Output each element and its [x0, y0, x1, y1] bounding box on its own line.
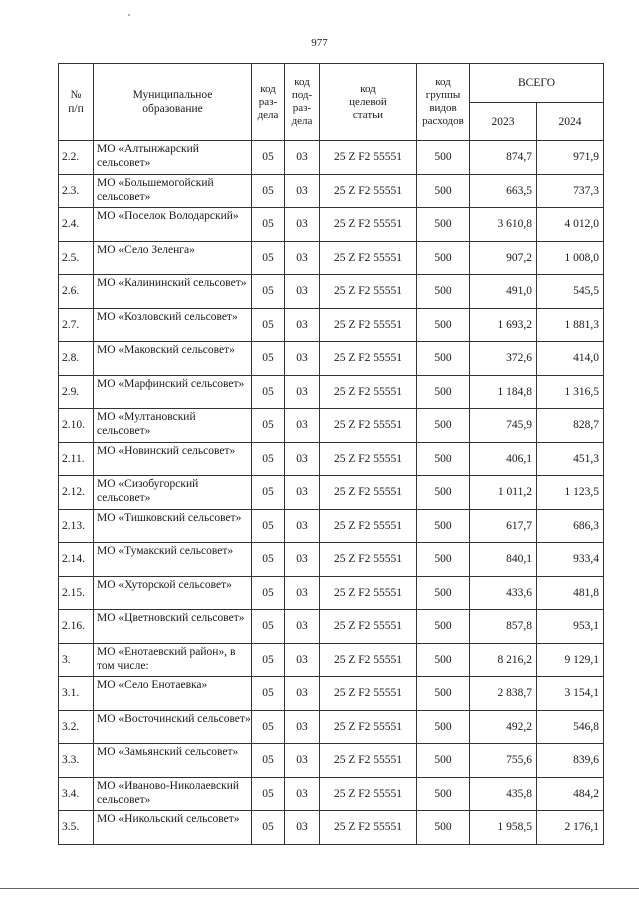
section-code: 05: [252, 476, 285, 510]
value-2024: 953,1: [537, 610, 604, 644]
table-row: [59, 677, 604, 711]
target-code: 25 Z F2 55551: [320, 710, 417, 744]
scan-speck: [128, 14, 130, 16]
value-2024: 4 012,0: [537, 208, 604, 242]
value-2023: 874,7: [470, 141, 537, 175]
section-code: 05: [252, 509, 285, 543]
row-number: 2.10.: [59, 409, 94, 443]
row-number: 2.16.: [59, 610, 94, 644]
expense-group-code: 500: [417, 409, 470, 443]
value-2024: 414,0: [537, 342, 604, 376]
value-2024: 1 123,5: [537, 476, 604, 510]
table-row: [59, 241, 604, 275]
municipality-name: МО «Новинский сельсовет»: [94, 442, 252, 476]
expense-group-code: 500: [417, 174, 470, 208]
expense-group-code: 500: [417, 643, 470, 677]
row-number: 2.13.: [59, 509, 94, 543]
row-number: 2.11.: [59, 442, 94, 476]
value-2023: 406,1: [470, 442, 537, 476]
header-expense-group-code: код группы видов расходов: [417, 64, 470, 141]
value-2023: 2 838,7: [470, 677, 537, 711]
header-municipality: Муниципальное образование: [94, 64, 252, 141]
expense-group-code: 500: [417, 308, 470, 342]
section-code: 05: [252, 643, 285, 677]
row-number: 3.1.: [59, 677, 94, 711]
section-code: 05: [252, 543, 285, 577]
value-2023: 907,2: [470, 241, 537, 275]
value-2024: 737,3: [537, 174, 604, 208]
subsection-code: 03: [285, 275, 320, 309]
row-number: 3.4.: [59, 777, 94, 811]
municipality-name: МО «Калининский сельсовет»: [94, 275, 252, 309]
expense-group-code: 500: [417, 342, 470, 376]
value-2024: 686,3: [537, 509, 604, 543]
section-code: 05: [252, 710, 285, 744]
subsection-code: 03: [285, 811, 320, 845]
section-code: 05: [252, 275, 285, 309]
value-2024: 933,4: [537, 543, 604, 577]
table-row: [59, 375, 604, 409]
subsection-code: 03: [285, 308, 320, 342]
subsection-code: 03: [285, 744, 320, 778]
value-2024: 545,5: [537, 275, 604, 309]
section-code: 05: [252, 308, 285, 342]
expense-group-code: 500: [417, 241, 470, 275]
municipality-name: МО «Енотаевский район», в том числе:: [94, 643, 252, 677]
header-section-code: код раз- дела: [252, 64, 285, 141]
row-number: 2.6.: [59, 275, 94, 309]
section-code: 05: [252, 442, 285, 476]
subsection-code: 03: [285, 576, 320, 610]
target-code: 25 Z F2 55551: [320, 375, 417, 409]
subsection-code: 03: [285, 643, 320, 677]
expense-group-code: 500: [417, 811, 470, 845]
section-code: 05: [252, 677, 285, 711]
target-code: 25 Z F2 55551: [320, 811, 417, 845]
row-number: 2.12.: [59, 476, 94, 510]
expense-group-code: 500: [417, 275, 470, 309]
value-2023: 1 693,2: [470, 308, 537, 342]
section-code: 05: [252, 208, 285, 242]
expense-group-code: 500: [417, 744, 470, 778]
target-code: 25 Z F2 55551: [320, 476, 417, 510]
header-subsection-code: код под- раз- дела: [285, 64, 320, 141]
table-row: [59, 610, 604, 644]
table-row: [59, 308, 604, 342]
section-code: 05: [252, 141, 285, 175]
table-header: [59, 64, 604, 141]
table-row: [59, 275, 604, 309]
subsection-code: 03: [285, 442, 320, 476]
subsection-code: 03: [285, 208, 320, 242]
budget-table: [58, 63, 604, 845]
value-2024: 1 881,3: [537, 308, 604, 342]
value-2023: 745,9: [470, 409, 537, 443]
row-number: 2.2.: [59, 141, 94, 175]
value-2024: 828,7: [537, 409, 604, 443]
municipality-name: МО «Мултановский сельсовет»: [94, 409, 252, 443]
subsection-code: 03: [285, 241, 320, 275]
row-number: 3.: [59, 643, 94, 677]
row-number: 2.8.: [59, 342, 94, 376]
value-2024: 481,8: [537, 576, 604, 610]
value-2024: 1 008,0: [537, 241, 604, 275]
subsection-code: 03: [285, 342, 320, 376]
section-code: 05: [252, 576, 285, 610]
header-year-2023: 2023: [470, 103, 537, 141]
expense-group-code: 500: [417, 442, 470, 476]
municipality-name: МО «Марфинский сельсовет»: [94, 375, 252, 409]
value-2023: 617,7: [470, 509, 537, 543]
table-row: [59, 442, 604, 476]
expense-group-code: 500: [417, 710, 470, 744]
municipality-name: МО «Село Енотаевка»: [94, 677, 252, 711]
table-row: [59, 643, 604, 677]
header-num: № п/п: [59, 64, 94, 141]
municipality-name: МО «Сизобугорский сельсовет»: [94, 476, 252, 510]
municipality-name: МО «Тишковский сельсовет»: [94, 509, 252, 543]
target-code: 25 Z F2 55551: [320, 409, 417, 443]
row-number: 2.3.: [59, 174, 94, 208]
value-2024: 484,2: [537, 777, 604, 811]
value-2023: 491,0: [470, 275, 537, 309]
target-code: 25 Z F2 55551: [320, 241, 417, 275]
header-total: ВСЕГО: [470, 64, 604, 103]
expense-group-code: 500: [417, 777, 470, 811]
section-code: 05: [252, 241, 285, 275]
value-2024: 9 129,1: [537, 643, 604, 677]
table-row: [59, 543, 604, 577]
target-code: 25 Z F2 55551: [320, 576, 417, 610]
municipality-name: МО «Замьянский сельсовет»: [94, 744, 252, 778]
value-2023: 1 011,2: [470, 476, 537, 510]
header-target-code: код целевой статьи: [320, 64, 417, 141]
value-2023: 1 184,8: [470, 375, 537, 409]
subsection-code: 03: [285, 141, 320, 175]
value-2023: 8 216,2: [470, 643, 537, 677]
row-number: 2.14.: [59, 543, 94, 577]
subsection-code: 03: [285, 677, 320, 711]
target-code: 25 Z F2 55551: [320, 141, 417, 175]
value-2023: 372,6: [470, 342, 537, 376]
value-2023: 433,6: [470, 576, 537, 610]
municipality-name: МО «Алтынжарский сельсовет»: [94, 141, 252, 175]
value-2024: 3 154,1: [537, 677, 604, 711]
municipality-name: МО «Большемогойский сельсовет»: [94, 174, 252, 208]
target-code: 25 Z F2 55551: [320, 509, 417, 543]
municipality-name: МО «Хуторской сельсовет»: [94, 576, 252, 610]
target-code: 25 Z F2 55551: [320, 275, 417, 309]
header-year-2024: 2024: [537, 103, 604, 141]
row-number: 3.3.: [59, 744, 94, 778]
subsection-code: 03: [285, 610, 320, 644]
target-code: 25 Z F2 55551: [320, 677, 417, 711]
value-2024: 546,8: [537, 710, 604, 744]
target-code: 25 Z F2 55551: [320, 174, 417, 208]
target-code: 25 Z F2 55551: [320, 643, 417, 677]
expense-group-code: 500: [417, 141, 470, 175]
value-2024: 839,6: [537, 744, 604, 778]
target-code: 25 Z F2 55551: [320, 442, 417, 476]
subsection-code: 03: [285, 476, 320, 510]
target-code: 25 Z F2 55551: [320, 342, 417, 376]
table-row: [59, 576, 604, 610]
expense-group-code: 500: [417, 543, 470, 577]
row-number: 2.5.: [59, 241, 94, 275]
row-number: 3.2.: [59, 710, 94, 744]
expense-group-code: 500: [417, 476, 470, 510]
expense-group-code: 500: [417, 677, 470, 711]
section-code: 05: [252, 777, 285, 811]
section-code: 05: [252, 811, 285, 845]
target-code: 25 Z F2 55551: [320, 308, 417, 342]
subsection-code: 03: [285, 509, 320, 543]
section-code: 05: [252, 409, 285, 443]
section-code: 05: [252, 342, 285, 376]
municipality-name: МО «Маковский сельсовет»: [94, 342, 252, 376]
subsection-code: 03: [285, 409, 320, 443]
value-2023: 492,2: [470, 710, 537, 744]
table-row: [59, 777, 604, 811]
expense-group-code: 500: [417, 375, 470, 409]
table-row: [59, 208, 604, 242]
target-code: 25 Z F2 55551: [320, 543, 417, 577]
target-code: 25 Z F2 55551: [320, 777, 417, 811]
expense-group-code: 500: [417, 509, 470, 543]
municipality-name: МО «Восточинский сельсовет»: [94, 710, 252, 744]
municipality-name: МО «Тумакский сельсовет»: [94, 543, 252, 577]
value-2024: 451,3: [537, 442, 604, 476]
table-row: [59, 509, 604, 543]
target-code: 25 Z F2 55551: [320, 610, 417, 644]
table-row: [59, 710, 604, 744]
subsection-code: 03: [285, 174, 320, 208]
value-2023: 755,6: [470, 744, 537, 778]
value-2023: 663,5: [470, 174, 537, 208]
municipality-name: МО «Иваново-Николаевский сельсовет»: [94, 777, 252, 811]
value-2024: 2 176,1: [537, 811, 604, 845]
municipality-name: МО «Цветновский сельсовет»: [94, 610, 252, 644]
bottom-rule: [0, 888, 639, 889]
subsection-code: 03: [285, 543, 320, 577]
subsection-code: 03: [285, 375, 320, 409]
value-2023: 857,8: [470, 610, 537, 644]
target-code: 25 Z F2 55551: [320, 208, 417, 242]
value-2024: 1 316,5: [537, 375, 604, 409]
value-2023: 840,1: [470, 543, 537, 577]
subsection-code: 03: [285, 777, 320, 811]
expense-group-code: 500: [417, 610, 470, 644]
page-number: 977: [311, 37, 328, 49]
target-code: 25 Z F2 55551: [320, 744, 417, 778]
expense-group-code: 500: [417, 576, 470, 610]
section-code: 05: [252, 174, 285, 208]
table-row: [59, 174, 604, 208]
subsection-code: 03: [285, 710, 320, 744]
section-code: 05: [252, 375, 285, 409]
row-number: 2.9.: [59, 375, 94, 409]
municipality-name: МО «Никольский сельсовет»: [94, 811, 252, 845]
municipality-name: МО «Село Зеленга»: [94, 241, 252, 275]
section-code: 05: [252, 744, 285, 778]
table-body: [59, 141, 604, 845]
table-row: [59, 141, 604, 175]
municipality-name: МО «Поселок Володарский»: [94, 208, 252, 242]
section-code: 05: [252, 610, 285, 644]
value-2023: 3 610,8: [470, 208, 537, 242]
value-2023: 1 958,5: [470, 811, 537, 845]
row-number: 2.4.: [59, 208, 94, 242]
municipality-name: МО «Козловский сельсовет»: [94, 308, 252, 342]
expense-group-code: 500: [417, 208, 470, 242]
value-2023: 435,8: [470, 777, 537, 811]
row-number: 2.15.: [59, 576, 94, 610]
row-number: 2.7.: [59, 308, 94, 342]
table-row: [59, 811, 604, 845]
table-row: [59, 476, 604, 510]
table-row: [59, 409, 604, 443]
table-row: [59, 342, 604, 376]
row-number: 3.5.: [59, 811, 94, 845]
table-row: [59, 744, 604, 778]
value-2024: 971,9: [537, 141, 604, 175]
